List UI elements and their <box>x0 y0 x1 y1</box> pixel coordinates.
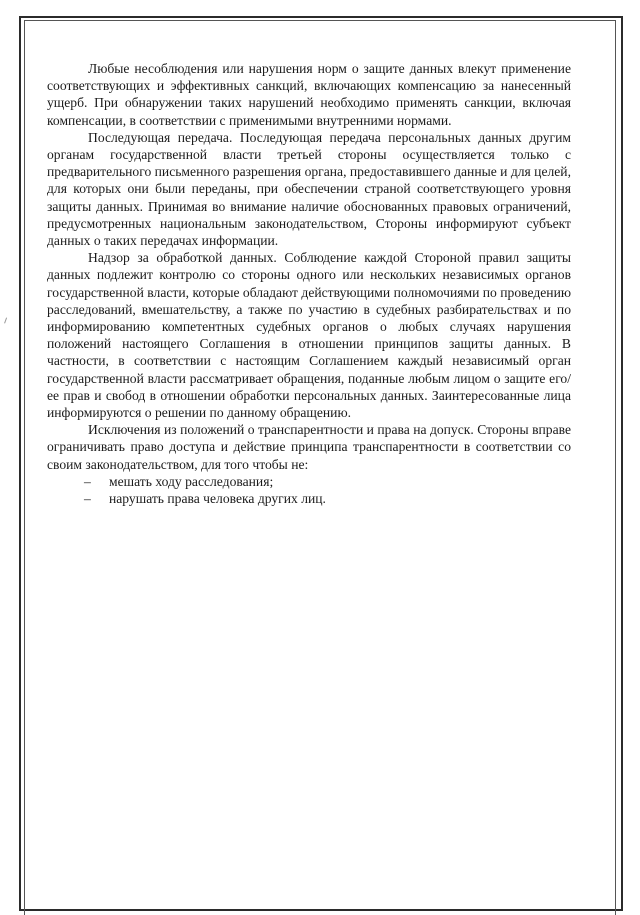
paragraph-transparency-exceptions: Исключения из положений о транспарентности и права на допуск. Стороны вправе ограничивать право доступа и действие принципа транспарентности в соответствии со своим законодательством, для того чтобы не: <box>47 422 571 472</box>
list-item-text: нарушать права человека других лиц. <box>109 491 326 507</box>
paragraph-data-supervision: Надзор за обработкой данных. Соблюдение каждой Стороной правил защиты данных подлежит контролю со стороны одного или нескольких независимых органов государственной власти, которые обладают действующими полномочиями по проведению расследований, вмешательству, а также по участию в судебных разбирательствах и по информированию компетентных судебных органов о любых случаях нарушения положений настоящего Соглашения в отношении принципов защиты данных. В частности, в соответствии с настоящим Соглашением каждый независимый орган государственной власти рассматривает обращения, поданные любым лицом о защите его/ее прав и свобод в отношении обработки персональных данных. Заинтересованные лица информируются о решении по данному обращению. <box>47 250 571 421</box>
list-item <box>47 473 571 490</box>
list-item <box>47 490 571 507</box>
list-dash: – <box>84 473 91 489</box>
document-body <box>47 60 571 507</box>
list-dash: – <box>84 491 91 507</box>
scan-margin-mark <box>4 317 10 324</box>
list-item-text: мешать ходу расследования; <box>109 473 274 489</box>
paragraph-sanctions: Любые несоблюдения или нарушения норм о защите данных влекут применение соответствующих и эффективных санкций, включающих компенсацию за нанесенный ущерб. При обнаружении таких нарушений необходимо применять санкции, включая компенсации, в соответствии с применимыми внутренними нормами. <box>47 61 571 128</box>
paragraph-onward-transfer: Последующая передача. Последующая передача персональных данных другим органам государственной власти третьей стороны осуществляется только с предварительного письменного разрешения органа, предоставившего данные и для целей, для которых они были переданы, при обеспечении страной соответствующего уровня защиты данных. Принимая во внимание наличие обоснованных правовых ограничений, предусмотренных национальным законодательством, Стороны информируют субъект данных о таких передачах информации. <box>47 129 571 249</box>
exceptions-list <box>47 473 571 507</box>
